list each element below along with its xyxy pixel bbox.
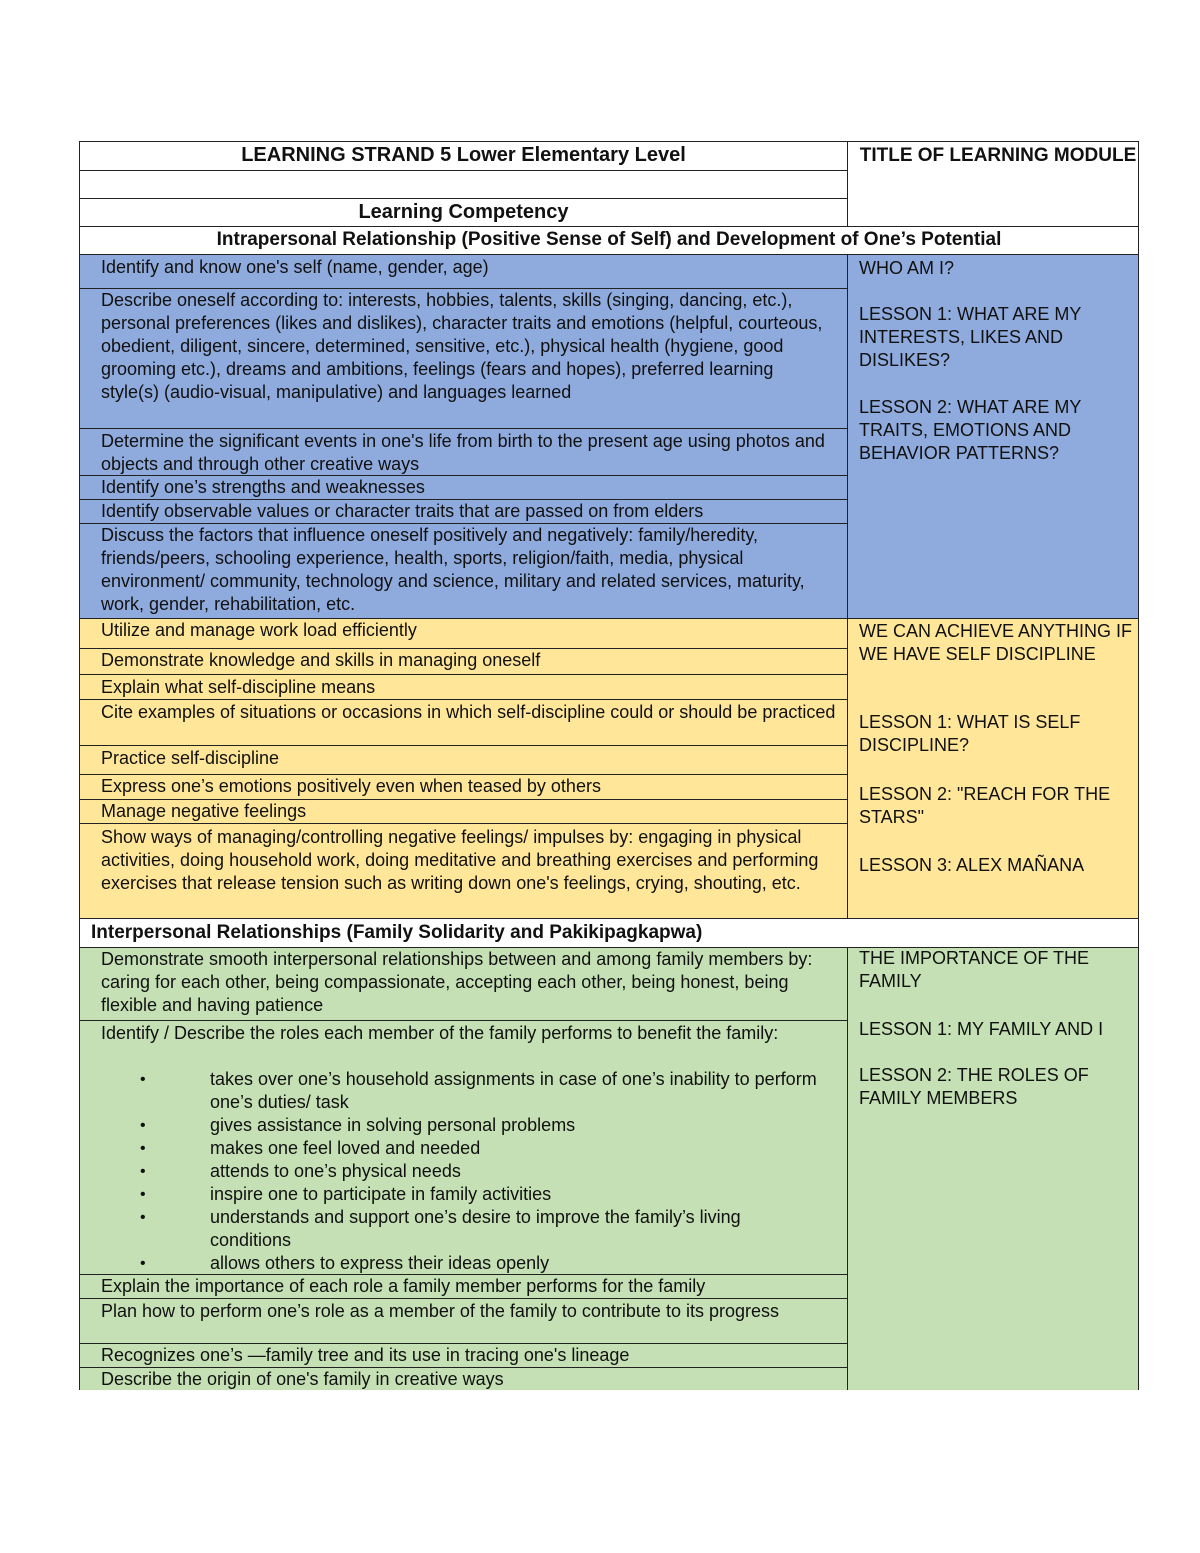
competency-item: Manage negative feelings (101, 801, 307, 821)
module-lesson: LESSON 2: WHAT ARE MY TRAITS, EMOTIONS AND BEHAVIOR PATTERNS? (859, 397, 1086, 463)
bullet-icon: • (140, 1117, 146, 1134)
bullet-icon: • (140, 1140, 146, 1157)
competency-item: Demonstrate knowledge and skills in managing oneself (101, 650, 541, 670)
competency-item: Discuss the factors that influence oneself positively and negatively: family/heredity, friends/peers, schooling experience, health, sports, religion/faith, media, physical environment/ community, technology and science, military and related services, maturity, work, gender, rehabilitation, etc. (101, 525, 810, 614)
strand-title: LEARNING STRAND 5 Lower Elementary Level (241, 144, 686, 166)
section-interpersonal-title: Interpersonal Relationships (Family Solidarity and Pakikipagkapwa) (91, 922, 703, 943)
competency-item: Determine the significant events in one's life from birth to the present age using photos and objects and through other creative ways (101, 431, 830, 474)
section-intrapersonal-title: Intrapersonal Relationship (Positive Sense of Self) and Development of One’s Potential (216, 229, 1002, 250)
module-title: THE IMPORTANCE OF THE FAMILY (859, 948, 1095, 991)
competency-item: Identify one’s strengths and weaknesses (101, 477, 425, 497)
module-title: WHO AM I? (859, 258, 955, 278)
competency-item: Identify and know one's self (name, gender, age) (101, 257, 489, 277)
competency-header: Learning Competency (358, 201, 569, 223)
learning-strand-table: LEARNING STRAND 5 Lower Elementary Level Learning Competency TITLE OF LEARNING MODULE Intrapersonal Relationship (Positive Sense of Self) and Development of One’s Potential Identify and know one's self (name, gender, age) Describe oneself according to: interests, hobbies, talents, skills (singing, dancing, etc.), personal preferences (likes and dislikes), character traits and emotions (helpful, courteous, obedient, diligent, sincere, determined, sensitive, etc.), physical health (hygiene, good grooming etc.), dreams and ambitions, feelings (fears and hopes), preferred learning style(s) (audio-visual, manipulative) and languages learned Determine the significant events in one's life from birth to the present age using photos and objects and through other creative ways Identify one’s strengths and weaknesses Identify observable values or character traits that are passed on from elders Discuss the factors that influence oneself positively and negatively: family/heredity, friends/peers, schooling experience, health, sports, religion/faith, media, physical environment/ community, technology and science, military and related services, maturity, work, gender, rehabilitation, etc. WHO AM I? LESSON 1: WHAT ARE MY INTERESTS, LIKES AND DISLIKES? LESSON 2: WHAT ARE MY TRAITS, EMOTIONS AND BEHAVIOR PATTERNS? Utilize and manage work load efficiently Demonstrate knowledge and skills in managing oneself Explain what self-discipline means Cite examples of situations or occasions in which self-discipline could or should be practiced Practice self-discipline Express one’s emotions positively even when teased by others Manage negative feelings Show ways of managing/controlling negative feelings/ impulses by: engaging in physical activities, doing household work, doing meditative and breathing exercises and performing exercises that release tension such as writing down one's feelings, crying, shouting, etc. WE CAN ACHIEVE ANYTHING IF WE HAVE SELF DISCIPLINE LESSON 1: WHAT IS SELF DISCIPLINE? LESSON 2: "REACH FOR THE STARS" LESSON 3: ALEX MAÑANA Interpersonal Relationships (Family Solidarity and Pakikipagkapwa) Demonstrate smooth interpersonal relationships between and among family members by: caring for each other, being compassionate, accepting each other, being honest, being flexible and having patience Identify / Describe the roles each member of the family performs to benefit the family: • takes over one’s household assignments in case of one’s inability to perform one’s duties/ task • gives assistance in solving personal problems • makes one feel loved and needed • attends to one’s physical needs • inspire one to participate in family activities • understands and support one’s desire to improve the family’s living conditions • allows others to express their ideas openly Explain the importance of each role a family member performs for the family Plan how to perform one’s role as a member of the family to contribute to its progress Recognizes one’s —family tree and its use in tracing one's lineage Describe the origin of one's family in creative ways THE IMPORTANCE OF THE FAMILY LESSON 1: MY FAMILY AND I LESSON 2: THE ROLES OF FAMILY MEMBERS (79, 141, 1139, 1390)
bullet-icon: • (140, 1209, 146, 1226)
module-lesson: LESSON 1: WHAT ARE MY INTERESTS, LIKES AND DISLIKES? (859, 304, 1087, 370)
module-lesson: LESSON 3: ALEX MAÑANA (859, 855, 1085, 875)
module-header: TITLE OF LEARNING MODULE (859, 145, 1137, 166)
competency-item: Show ways of managing/controlling negative feelings/ impulses by: engaging in physical activities, doing household work, doing meditative and breathing exercises and performing exercises that release tension such as writing down one's feelings, crying, shouting, etc. (101, 827, 824, 893)
module-lesson: LESSON 2: "REACH FOR THE STARS" (859, 784, 1116, 827)
competency-item: Identify / Describe the roles each member of the family performs to benefit the family: (101, 1023, 779, 1043)
competency-item: Explain the importance of each role a family member performs for the family (101, 1276, 706, 1296)
competency-item: Describe the origin of one's family in creative ways (101, 1369, 504, 1389)
bullet-icon: • (140, 1071, 146, 1088)
module-lesson: LESSON 1: MY FAMILY AND I (859, 1019, 1104, 1039)
competency-item: Recognizes one’s —family tree and its use in tracing one's lineage (101, 1345, 630, 1365)
competency-item: Express one’s emotions positively even when teased by others (101, 776, 601, 796)
module-lesson: LESSON 1: WHAT IS SELF DISCIPLINE? (859, 712, 1086, 755)
competency-item: Describe oneself according to: interests, hobbies, talents, skills (singing, dancing, etc.), personal preferences (likes and dislikes), character traits and emotions (helpful, courteous, obedient, diligent, sincere, determined, sensitive, etc.), physical health (hygiene, good grooming etc.), dreams and ambitions, feelings (fears and hopes), preferred learning style(s) (audio-visual, manipulative) and languages learned (101, 290, 828, 402)
competency-item: Practice self-discipline (101, 748, 280, 768)
competency-item: Cite examples of situations or occasions in which self-discipline could or should be practiced (101, 702, 836, 722)
competency-item: Utilize and manage work load efficiently (101, 620, 417, 640)
competency-item: Identify observable values or character traits that are passed on from elders (101, 501, 704, 521)
module-title: WE CAN ACHIEVE ANYTHING IF WE HAVE SELF DISCIPLINE (859, 621, 1138, 664)
competency-item: Plan how to perform one’s role as a member of the family to contribute to its progress (101, 1301, 779, 1321)
competency-item: Demonstrate smooth interpersonal relationships between and among family members by: caring for each other, being compassionate, accepting each other, being honest, being flexible and having patience (101, 949, 818, 1015)
bullet-icon: • (140, 1186, 146, 1203)
competency-item: Explain what self-discipline means (101, 677, 376, 697)
bullet-icon: • (140, 1163, 146, 1180)
module-lesson: LESSON 2: THE ROLES OF FAMILY MEMBERS (859, 1065, 1094, 1108)
bullet-icon: • (140, 1255, 146, 1272)
